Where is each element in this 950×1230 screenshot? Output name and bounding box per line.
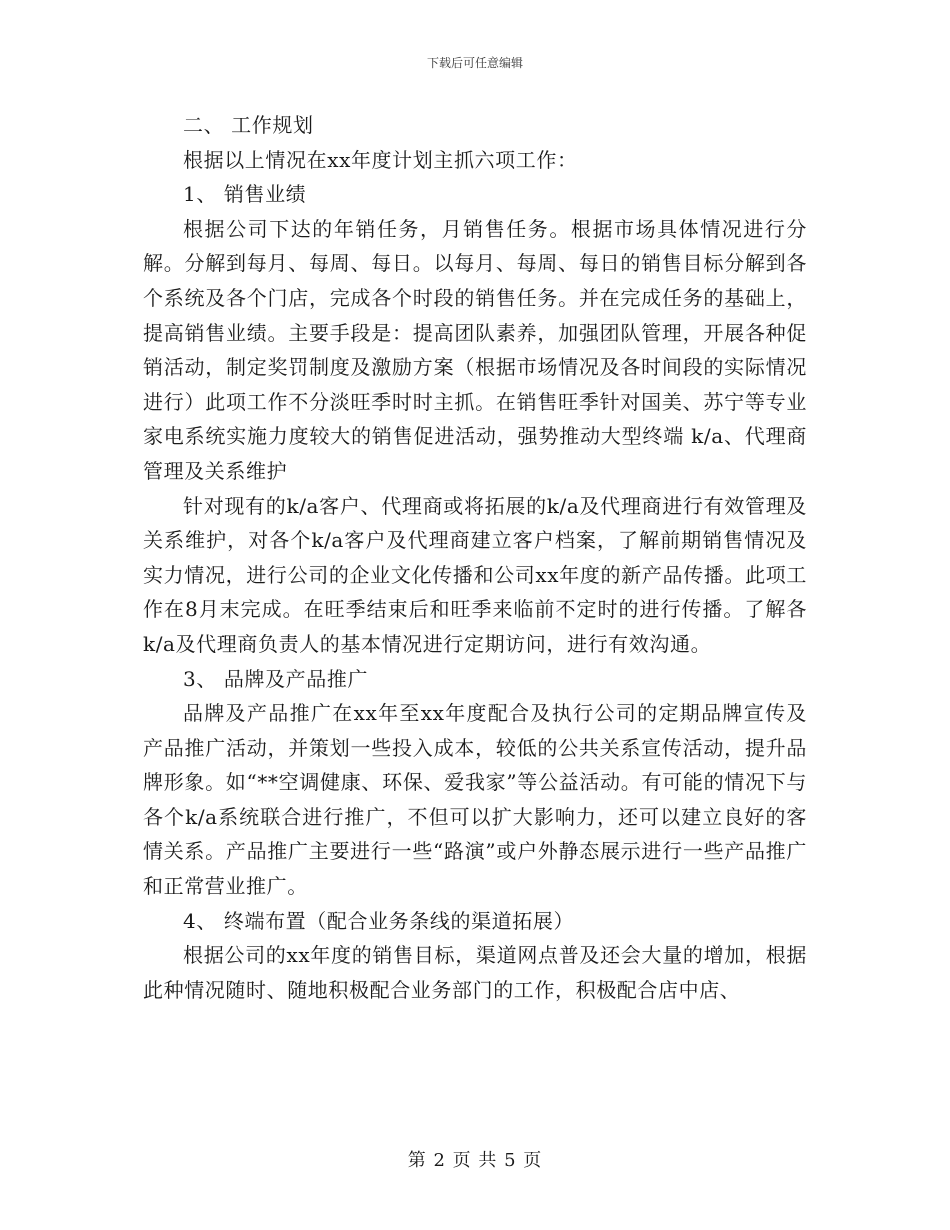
subheading-terminal-layout: 4、 终端布置（配合业务条线的渠道拓展）: [183, 908, 575, 933]
page-footer: 第 2 页 共 5 页: [407, 1150, 543, 1171]
paragraph-sales-performance: 根据公司下达的年销任务，月销售任务。根据市场具体情况进行分解。分解到每月、每周、每日。以每月、每周、每日的销售目标分解到各个系统及各个门店，完成各个时段的销售任务。并在完成任务的基础上，提高销售业绩。主要手段是：提高团队素养，加强团队管理，开展各种促销活动，制定奖罚制度及激励方案（根据市场情况及各时间段的实际情况进行）此项工作不分淡旺季时时主抓。在销售旺季针对国美、苏宁等专业家电系统实施力度较大的销售促进活动，强势推动大型终端 k/a、代理商管理及关系维护: [143, 216, 807, 483]
intro-paragraph: 根据以上情况在xx年度计划主抓六项工作：: [183, 147, 578, 172]
paragraph-brand-promotion: 品牌及产品推广在xx年至xx年度配合及执行公司的定期品牌宣传及产品推广活动，并策划一些投入成本，较低的公共关系宣传活动，提升品牌形象。如“**空调健康、环保、爱我家”等公益活动。有可能的情况下与各个k/a系统联合进行推广，不但可以扩大影响力，还可以建立良好的客情关系。产品推广主要进行一些“路演”或户外静态展示进行一些产品推广和正常营业推广。: [143, 701, 807, 899]
paragraph-ka-management: 针对现有的k/a客户、代理商或将拓展的k/a及代理商进行有效管理及关系维护，对各个k/a客户及代理商建立客户档案，了解前期销售情况及实力情况，进行公司的企业文化传播和公司xx年度的新产品传播。此项工作在8月末完成。在旺季结束后和旺季来临前不定时的进行传播。了解各k/a及代理商负责人的基本情况进行定期访问，进行有效沟通。: [143, 493, 807, 656]
paragraph-terminal-layout: 根据公司的xx年度的销售目标，渠道网点普及还会大量的增加，根据此种情况随时、随地积极配合业务部门的工作，积极配合店中店、: [143, 943, 807, 1002]
document-body: [143, 108, 807, 1007]
section-heading-work-plan: 二、 工作规划: [183, 113, 314, 137]
subheading-brand-promotion: 3、 品牌及产品推广: [183, 666, 369, 691]
subheading-sales-performance: 1、 销售业绩: [183, 182, 307, 207]
page-header: 下载后可任意编辑: [426, 56, 523, 70]
